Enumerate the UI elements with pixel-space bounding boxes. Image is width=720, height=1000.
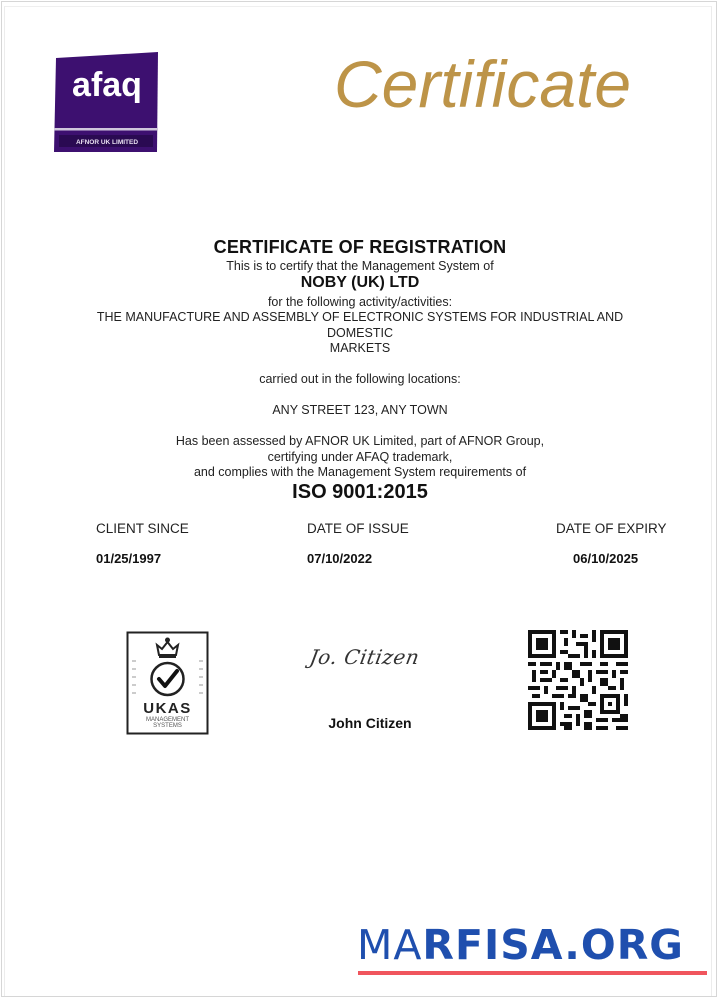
date-of-expiry-label: DATE OF EXPIRY: [556, 521, 667, 536]
ukas-accreditation-mark: [126, 631, 209, 735]
company-name: NOBY (UK) LTD: [300, 274, 420, 291]
afaq-logo-subtext: AFNOR UK LIMITED: [75, 139, 139, 146]
iso-standard: ISO 9001:2015: [292, 481, 428, 503]
afaq-logo-text: afaq: [72, 66, 142, 104]
marfisa-watermark: [357, 922, 684, 968]
watermark-part-light: MA: [357, 921, 423, 969]
activity-line: THE MANUFACTURE AND ASSEMBLY OF ELECTRONIC SYSTEMS FOR INDUSTRIAL AND: [96, 310, 624, 324]
activity-description: [0, 310, 720, 357]
watermark-underline: [358, 971, 707, 975]
registration-heading: CERTIFICATE OF REGISTRATION: [213, 237, 507, 257]
ukas-text: UKAS: [143, 700, 192, 717]
qr-code-icon[interactable]: [528, 630, 628, 730]
activity-line: MARKETS: [329, 341, 391, 355]
ukas-subtext: SYSTEMS: [153, 723, 182, 729]
client-since-value: 01/25/1997: [96, 551, 162, 566]
activity-intro: for the following activity/activities:: [267, 295, 453, 309]
signer-name: John Citizen: [328, 715, 412, 731]
date-of-issue-label: DATE OF ISSUE: [307, 521, 409, 536]
ukas-subtext: MANAGEMENT: [145, 717, 190, 723]
certificate-title: Certificate: [334, 47, 632, 121]
signature: Jo. Citizen: [307, 645, 422, 669]
date-of-issue-value: 07/10/2022: [307, 551, 373, 566]
watermark-part-bold: RFISA.ORG: [422, 921, 684, 969]
certify-line: This is to certify that the Management System of: [226, 259, 494, 273]
date-of-expiry-value: 06/10/2025: [573, 551, 639, 566]
assessment-line: and complies with the Management System requirements of: [193, 465, 527, 479]
activity-line: DOMESTIC: [327, 325, 393, 340]
assessment-line: Has been assessed by AFNOR UK Limited, part of AFNOR Group,: [175, 434, 545, 448]
afaq-logo: [53, 52, 161, 152]
client-since-label: CLIENT SINCE: [96, 521, 189, 536]
assessment-statement: [0, 434, 720, 481]
assessment-line: certifying under AFAQ trademark,: [267, 449, 453, 464]
locations-intro: carried out in the following locations:: [259, 372, 461, 386]
location: ANY STREET 123, ANY TOWN: [272, 403, 448, 417]
